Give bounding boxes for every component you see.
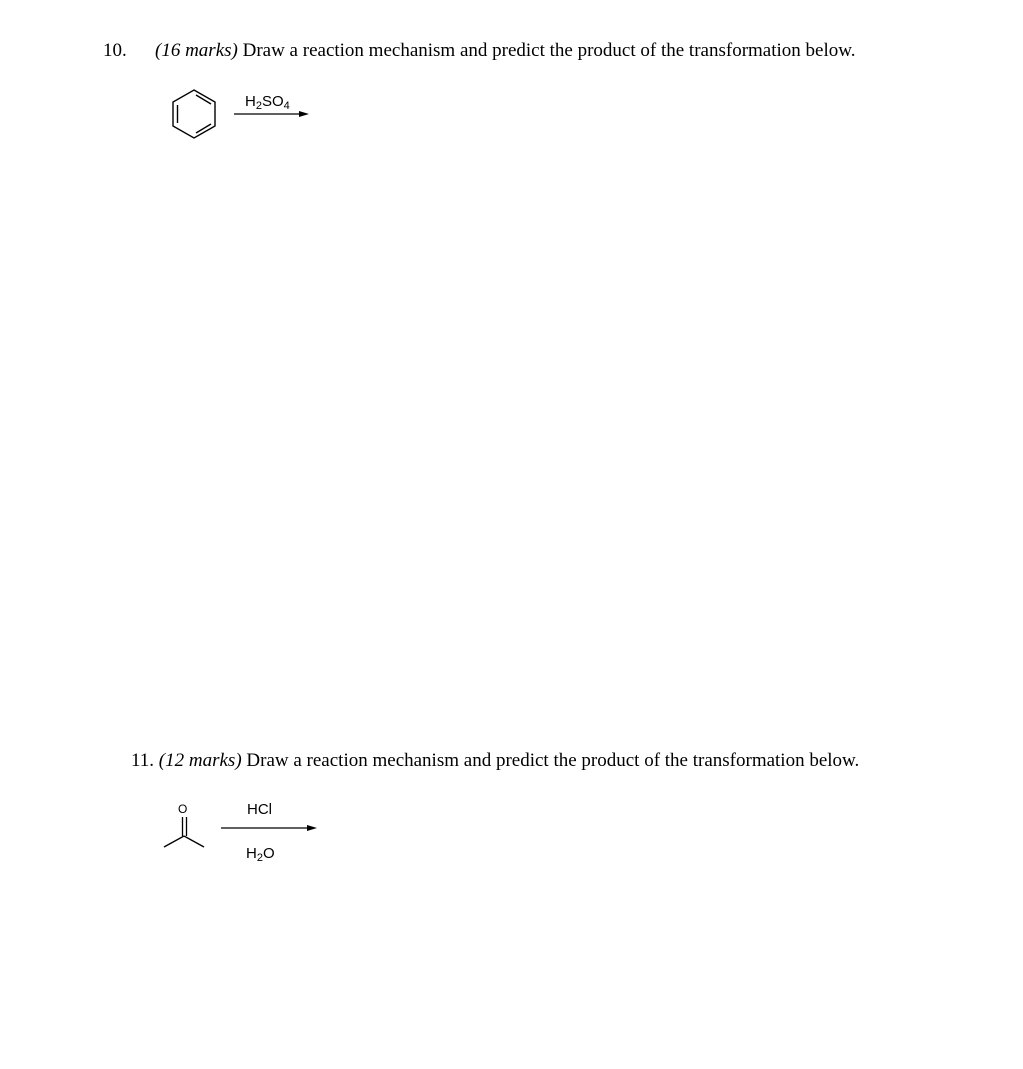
question-marks: (16 marks)	[155, 40, 238, 61]
reagent-sulfuric-acid: $H_2SO_4$	[245, 93, 290, 112]
reagent-water: $H_2O$	[246, 845, 275, 864]
question-number: 10.	[103, 40, 127, 61]
question-number: 11.	[131, 750, 155, 771]
reaction-arrow	[221, 825, 317, 831]
reagent-hydrochloric-acid: HCl	[247, 801, 272, 818]
question-prompt: Draw a reaction mechanism and predict the product of the transformation below.	[237, 40, 856, 61]
oxygen-atom-label: O	[178, 802, 188, 816]
acetone-structure	[164, 817, 204, 847]
question-prompt: Draw a reaction mechanism and predict the product of the transformation below.	[241, 750, 860, 771]
question-marks: (12 marks)	[158, 750, 242, 771]
